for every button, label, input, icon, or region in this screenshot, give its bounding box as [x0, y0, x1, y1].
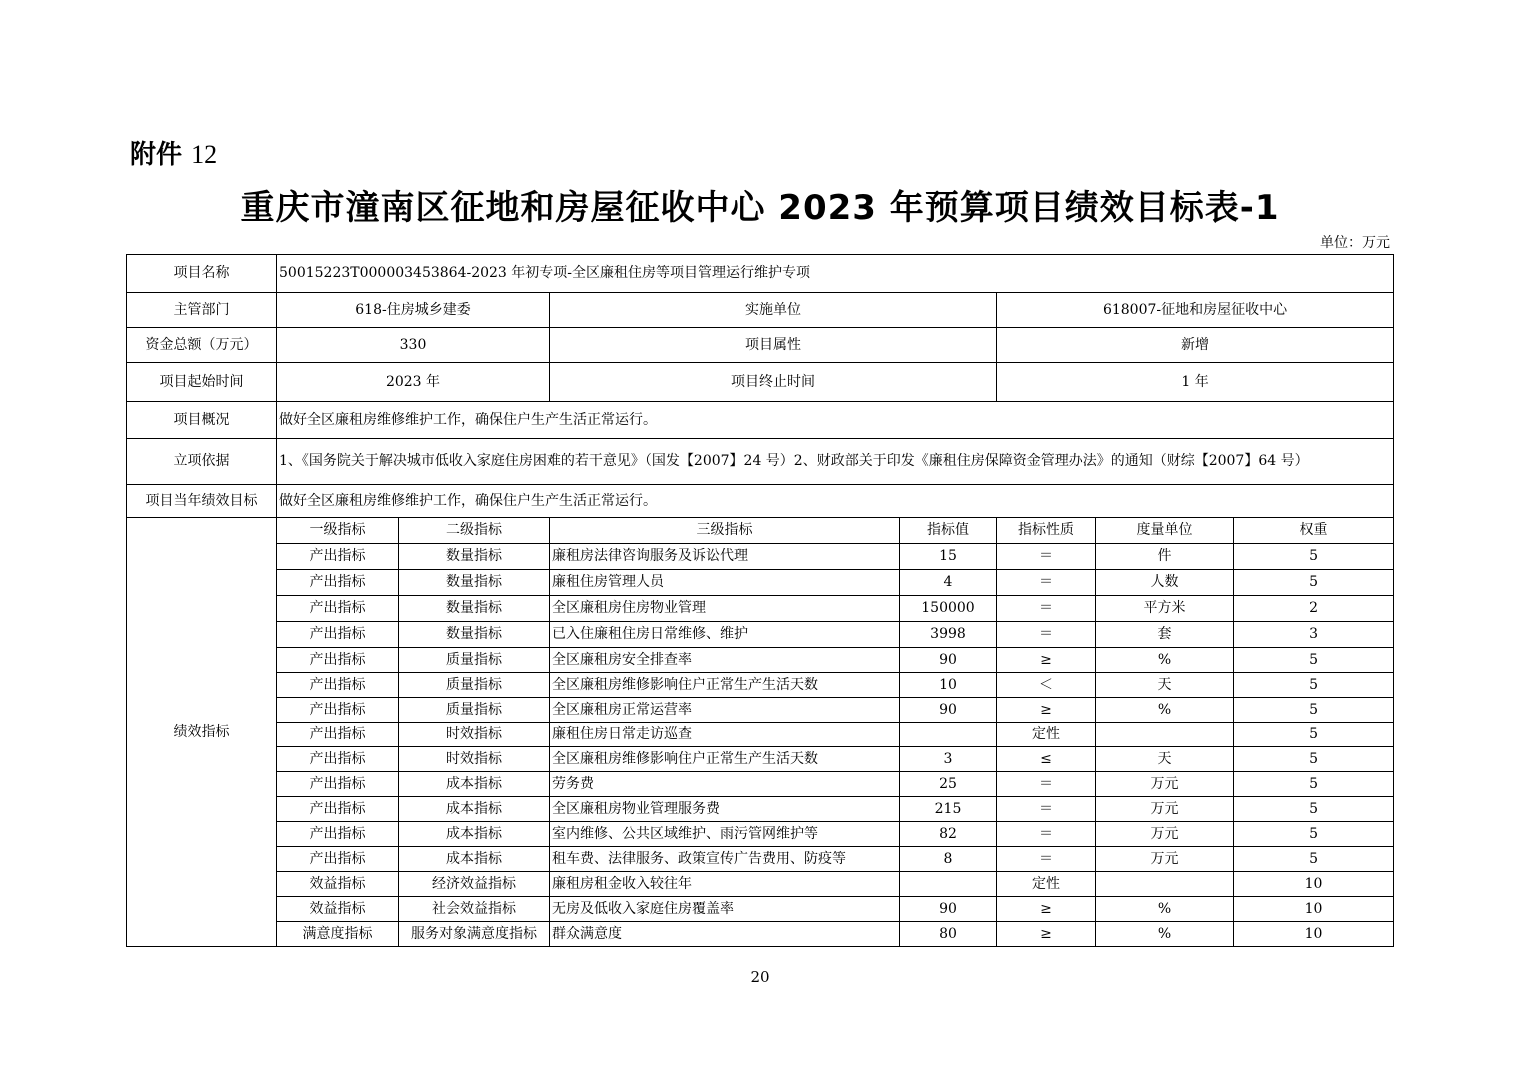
table-cell: ＝: [997, 772, 1096, 797]
table-cell: %: [1096, 897, 1234, 922]
table-cell: 80: [900, 922, 997, 947]
table-cell: 成本指标: [399, 772, 550, 797]
table-cell: 服务对象满意度指标: [399, 922, 550, 947]
table-cell: 5: [1234, 698, 1394, 723]
dept-value: 618-住房城乡建委: [277, 293, 550, 328]
table-cell: 150000: [900, 596, 997, 622]
table-row: [127, 897, 1394, 922]
perf-header-cell: 三级指标: [550, 518, 900, 544]
page-number: 20: [750, 968, 770, 986]
table-cell: 5: [1234, 847, 1394, 872]
table-cell: 10: [1234, 922, 1394, 947]
table-cell: 5: [1234, 570, 1394, 596]
table-cell: 质量指标: [399, 673, 550, 698]
table-cell: ＝: [997, 847, 1096, 872]
table-cell: 产出指标: [277, 698, 399, 723]
project-name-value: 50015223T000003453864-2023 年初专项-全区廉租住房等项目管理运行维护专项: [277, 255, 1394, 293]
table-cell: 套: [1096, 622, 1234, 648]
table-cell: 数量指标: [399, 544, 550, 570]
table-cell: ＝: [997, 544, 1096, 570]
table-cell: 廉租住房日常走访巡查: [550, 723, 900, 747]
project-name-label: 项目名称: [127, 255, 277, 293]
table-cell: 产出指标: [277, 570, 399, 596]
table-row: [127, 544, 1394, 570]
table-cell: 租车费、法律服务、政策宣传广告费用、防疫等: [550, 847, 900, 872]
table-cell: 产出指标: [277, 622, 399, 648]
table-cell: 时效指标: [399, 723, 550, 747]
table-cell: 全区廉租房维修影响住户正常生产生活天数: [550, 673, 900, 698]
unit-label: 单位：万元: [1320, 235, 1390, 251]
table-cell: 天: [1096, 673, 1234, 698]
table-row: [127, 648, 1394, 673]
row-overview: [127, 402, 1394, 439]
table-cell: 劳务费: [550, 772, 900, 797]
table-cell: %: [1096, 648, 1234, 673]
table-cell: 成本指标: [399, 847, 550, 872]
table-cell: 3: [1234, 622, 1394, 648]
table-cell: 5: [1234, 797, 1394, 822]
table-cell: ＝: [997, 596, 1096, 622]
table-row: [127, 872, 1394, 897]
table-cell: 产出指标: [277, 772, 399, 797]
perf-header-row: [127, 518, 1394, 544]
table-cell: 定性: [997, 723, 1096, 747]
perf-header-cell: 一级指标: [277, 518, 399, 544]
table-cell: 3: [900, 747, 997, 772]
table-cell: 全区廉租房安全排查率: [550, 648, 900, 673]
table-cell: 15: [900, 544, 997, 570]
table-cell: 82: [900, 822, 997, 847]
table-cell: 90: [900, 698, 997, 723]
table-cell: 3998: [900, 622, 997, 648]
table-cell: [900, 872, 997, 897]
end-value: 1 年: [997, 363, 1394, 402]
table-cell: 5: [1234, 772, 1394, 797]
table-cell: 5: [1234, 673, 1394, 698]
dept-label: 主管部门: [127, 293, 277, 328]
start-label: 项目起始时间: [127, 363, 277, 402]
row-goal: [127, 485, 1394, 518]
table-cell: 8: [900, 847, 997, 872]
table-row: [127, 570, 1394, 596]
table-cell: 经济效益指标: [399, 872, 550, 897]
table-row: [127, 822, 1394, 847]
table-cell: 效益指标: [277, 872, 399, 897]
table-cell: 廉租住房管理人员: [550, 570, 900, 596]
attachment-number: 12: [191, 140, 218, 169]
table-cell: 万元: [1096, 822, 1234, 847]
table-cell: 成本指标: [399, 797, 550, 822]
perf-label: 绩效指标: [127, 518, 277, 947]
perf-header-cell: 指标值: [900, 518, 997, 544]
table-cell: [1096, 872, 1234, 897]
table-row: [127, 622, 1394, 648]
perf-header-cell: 指标性质: [997, 518, 1096, 544]
table-cell: ＝: [997, 797, 1096, 822]
row-time: [127, 363, 1394, 402]
table-cell: ≥: [997, 922, 1096, 947]
table-row: [127, 772, 1394, 797]
table-cell: 全区廉租房正常运营率: [550, 698, 900, 723]
table-cell: 5: [1234, 723, 1394, 747]
table-cell: 产出指标: [277, 797, 399, 822]
table-cell: 产出指标: [277, 648, 399, 673]
table-cell: 5: [1234, 747, 1394, 772]
table-cell: 215: [900, 797, 997, 822]
table-row: [127, 596, 1394, 622]
row-basis: [127, 439, 1394, 485]
table-cell: 社会效益指标: [399, 897, 550, 922]
table-cell: 产出指标: [277, 544, 399, 570]
table-cell: 全区廉租房住房物业管理: [550, 596, 900, 622]
attr-label: 项目属性: [550, 328, 997, 363]
table-cell: ＝: [997, 622, 1096, 648]
row-dept: [127, 293, 1394, 328]
table-cell: 10: [1234, 897, 1394, 922]
table-cell: ≥: [997, 897, 1096, 922]
table-row: [127, 747, 1394, 772]
row-fund: [127, 328, 1394, 363]
table-cell: [900, 723, 997, 747]
table-cell: ＝: [997, 822, 1096, 847]
table-cell: 成本指标: [399, 822, 550, 847]
table-cell: ＜: [997, 673, 1096, 698]
basis-value: 1、《国务院关于解决城市低收入家庭住房困难的若干意见》（国发【2007】24 号）2、财政部关于印发《廉租住房保障资金管理办法》的通知（财综【2007】64 号）: [277, 439, 1394, 485]
table-cell: 90: [900, 648, 997, 673]
basis-label: 立项依据: [127, 439, 277, 485]
table-cell: 万元: [1096, 772, 1234, 797]
start-value: 2023 年: [277, 363, 550, 402]
table-cell: 质量指标: [399, 698, 550, 723]
table-cell: 平方米: [1096, 596, 1234, 622]
table-cell: 2: [1234, 596, 1394, 622]
table-cell: 产出指标: [277, 723, 399, 747]
table-cell: 4: [900, 570, 997, 596]
impl-value: 618007-征地和房屋征收中心: [997, 293, 1394, 328]
perf-header-cell: 权重: [1234, 518, 1394, 544]
table-row: [127, 673, 1394, 698]
fund-label: 资金总额（万元）: [127, 328, 277, 363]
table-cell: ≤: [997, 747, 1096, 772]
table-cell: 10: [900, 673, 997, 698]
perf-header-cell: 度量单位: [1096, 518, 1234, 544]
table-cell: 数量指标: [399, 622, 550, 648]
table-cell: 万元: [1096, 797, 1234, 822]
fund-value: 330: [277, 328, 550, 363]
goal-label: 项目当年绩效目标: [127, 485, 277, 518]
page-title: 重庆市潼南区征地和房屋征收中心 2023 年预算项目绩效目标表-1: [240, 188, 1280, 228]
table-cell: 25: [900, 772, 997, 797]
attachment-text: 附件: [130, 140, 183, 170]
perf-header-cell: 二级指标: [399, 518, 550, 544]
table-cell: 数量指标: [399, 596, 550, 622]
table-cell: 天: [1096, 747, 1234, 772]
overview-label: 项目概况: [127, 402, 277, 439]
table-cell: ≥: [997, 698, 1096, 723]
table-cell: ＝: [997, 570, 1096, 596]
table-cell: 产出指标: [277, 747, 399, 772]
table-cell: 无房及低收入家庭住房覆盖率: [550, 897, 900, 922]
table-cell: 5: [1234, 544, 1394, 570]
table-cell: 时效指标: [399, 747, 550, 772]
table-cell: 人数: [1096, 570, 1234, 596]
impl-label: 实施单位: [550, 293, 997, 328]
table-row: [127, 922, 1394, 947]
table-cell: 产出指标: [277, 847, 399, 872]
attachment-label: [130, 134, 217, 171]
table-cell: 满意度指标: [277, 922, 399, 947]
table-cell: [1096, 723, 1234, 747]
table-cell: ≥: [997, 648, 1096, 673]
table-cell: 5: [1234, 822, 1394, 847]
table-cell: 廉租房租金收入较往年: [550, 872, 900, 897]
table-cell: 定性: [997, 872, 1096, 897]
table-cell: 产出指标: [277, 673, 399, 698]
table-cell: 已入住廉租住房日常维修、维护: [550, 622, 900, 648]
table-cell: 数量指标: [399, 570, 550, 596]
table-row: [127, 723, 1394, 747]
overview-value: 做好全区廉租房维修维护工作，确保住户生产生活正常运行。: [277, 402, 1394, 439]
table-cell: %: [1096, 698, 1234, 723]
table-cell: 全区廉租房维修影响住户正常生产生活天数: [550, 747, 900, 772]
table-row: [127, 847, 1394, 872]
table-cell: 全区廉租房物业管理服务费: [550, 797, 900, 822]
table-cell: %: [1096, 922, 1234, 947]
table-cell: 廉租房法律咨询服务及诉讼代理: [550, 544, 900, 570]
attr-value: 新增: [997, 328, 1394, 363]
table-cell: 万元: [1096, 847, 1234, 872]
end-label: 项目终止时间: [550, 363, 997, 402]
table-cell: 5: [1234, 648, 1394, 673]
goal-value: 做好全区廉租房维修维护工作，确保住户生产生活正常运行。: [277, 485, 1394, 518]
table-cell: 群众满意度: [550, 922, 900, 947]
table-cell: 产出指标: [277, 822, 399, 847]
row-project-name: [127, 255, 1394, 293]
table-cell: 产出指标: [277, 596, 399, 622]
table-row: [127, 797, 1394, 822]
table-cell: 件: [1096, 544, 1234, 570]
table-cell: 室内维修、公共区域维护、雨污管网维护等: [550, 822, 900, 847]
table-cell: 90: [900, 897, 997, 922]
table-row: [127, 698, 1394, 723]
performance-table: [126, 254, 1394, 947]
table-cell: 10: [1234, 872, 1394, 897]
table-cell: 效益指标: [277, 897, 399, 922]
table-cell: 质量指标: [399, 648, 550, 673]
